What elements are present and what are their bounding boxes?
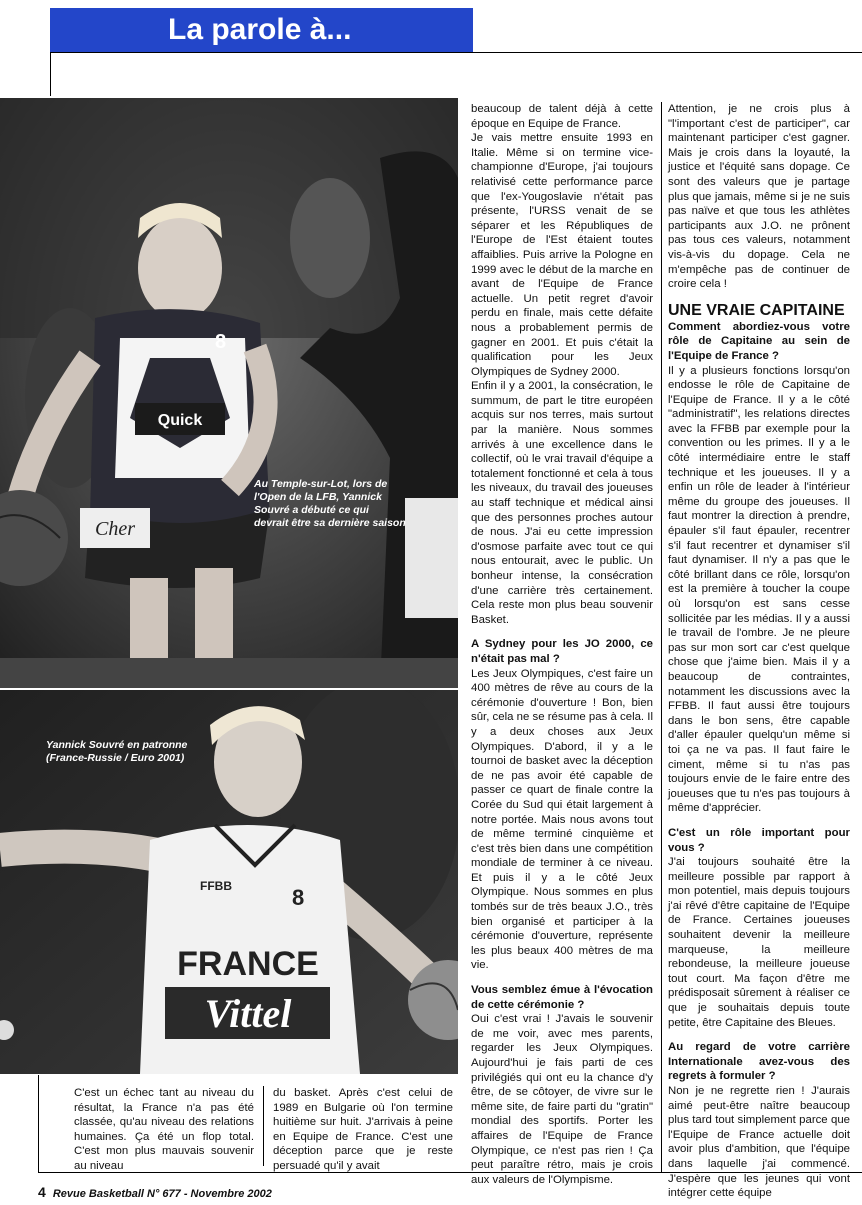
photo-1-image <box>0 98 458 688</box>
col3-question-2: Vous semblez émue à l'évocation de cette cérémonie ? <box>471 984 653 1011</box>
col3-answer-1: Les Jeux Olympiques, c'est faire un 400 mètres de rêve au cours de la cérémonie d'ouverture ! Bon, bien sûr, cela ne se résume pas à cela. Il y a deux choses aux Jeux Olympiques. D'abord, il y a le tournoi de basket avec la déception de ne pas avoir été capable de passer ce quart de finale contre la Corée du Sud qui était largement à notre portée. Mais nous avons tout de même terminé cinquième et c'est très bien dans une compétition mondiale de terminer à ce niveau. Et puis il y a le côté Jeux Olympique. Nous sommes en plus tombés sur de très beaux J.O., très bien organisé et participer à la cérémonie d'ouverture, représente les plus beaux 400 mètres de ma vie. <box>471 667 653 972</box>
photo-1-caption: Au Temple-sur-Lot, lors de l'Open de la LFB, Yannick Souvré a débuté ce qui devrait être sa dernière saison <box>254 478 406 529</box>
bottom-column-divider <box>263 1086 264 1166</box>
col4-question-2: C'est un rôle important pour vous ? <box>668 826 850 854</box>
bottom-column-2 <box>273 1086 453 1174</box>
col4-answer-1: Il y a plusieurs fonctions lorsqu'on endosse le rôle de Capitaine de l'Equipe de France. Il y a le côté "administratif", les relations directes avec la FFBB par exemple pour la convention ou les primes. Il y a le côté intermédiaire entre le staff technique et les joueuses. Il y a enfin un rôle de leader à l'intérieur même du groupe des joueuses. Il faut montrer la direction à prendre, épauler s'il faut épauler, recentrer s'il faut recentrer et dynamiser s'il faut dynamiser. Il n'y a pas que le côté brillant dans ce rôle, lorsqu'on est la première à toucher la coupe où lorsqu'on est sans cesse sollicitée par les médias. Il y a aussi le travail de l'ombre. Je ne pleure pas sur mon sort car c'est quelque chose que j'aime bien. Mais il y a beaucoup de contraintes, notamment les discussions avec la FFBB. Il faut aussi être toujours dans le bon sens, être capable d'aller épauler quelqu'un même si toi ça ne va pas. Il faut faire le ciment, même si tu n'as pas toujours envie de le faire entre des joueuses que tu n'es pas toujours à même d'apprécier. <box>668 364 850 815</box>
col3-paragraph-1: beaucoup de talent déjà à cette époque en Equipe de France. <box>471 103 653 130</box>
svg-text:FFBB: FFBB <box>200 879 232 893</box>
col4-answer-2: J'ai toujours souhaité être la meilleure possible par rapport à mon potentiel, mais depuis toujours j'ai rêvé d'être capitaine de l'Equipe de France. Certaines joueuses souhaitent devenir la meilleure marqueuse, la meilleure rebondeuse, la meilleure joueuse tout court. Ma façon d'être me prédisposait sûrement à réaliser ce que je souhaitais depuis toute petite, être Capitaine des Bleues. <box>668 856 850 1029</box>
jersey-brand-quick: Quick <box>157 412 203 429</box>
shorts-brand: Cher <box>95 518 135 540</box>
banner-title: La parole à... <box>168 13 352 46</box>
col4-answer-3: Non je ne regrette rien ! J'aurais aimé peut-être naître beaucoup plus tard tout simplement parce que l'Equipe de France actuelle doit avoir plus d'ambition, que l'équipe dans laquelle j'ai commencé. J'espère que les jeunes qui vont intégrer cette équipe <box>668 1085 850 1200</box>
section-banner <box>50 8 473 52</box>
bottom-col1-text: C'est un échec tant au niveau du résultat, la France n'a pas été classée, qu'au niveau des relations humaines. Ça été un flop total. C'est mon plus mauvais souvenir au niveau <box>74 1087 254 1172</box>
bottom-column-1 <box>74 1086 254 1174</box>
column-divider-3-4 <box>661 102 662 1172</box>
publication-info: Revue Basketball N° 677 - Novembre 2002 <box>52 1188 272 1200</box>
jersey-team: FRANCE <box>177 945 319 983</box>
col4-question-1: Comment abordiez-vous votre rôle de Capitaine au sein de l'Equipe de France ? <box>668 320 850 362</box>
col3-question-1: A Sydney pour les JO 2000, ce n'était pas mal ? <box>471 638 653 665</box>
article-column-3 <box>471 102 653 1187</box>
footer-rule-left <box>38 1075 39 1173</box>
page-number: 4 <box>38 1184 46 1200</box>
jersey-number-2: 8 <box>292 885 305 910</box>
col4-paragraph-1: Attention, je ne crois plus à "l'important c'est de participer", car maintenant participer c'est gagner. Mais je crois dans la loyauté, la justice et l'équité sans dopage. Ce sont des valeurs que je partage plus que jamais, même si je ne suis pas naïve et que tous les athlètes participants aux J.O. ne prônent pas tous ces valeurs, notamment vis-à-vis du dopage. Cela ne m'empêche pas de continuer de croire cela ! <box>668 103 850 291</box>
col3-paragraph-2: Je vais mettre ensuite 1993 en Italie. Même si on termine vice-championne d'Europe, j'ai toujours relativisé cette performance parce que l'ex-Yougoslavie n'était pas présente, l'URSS venait de se séparer et les Républiques de l'Europe de l'Est étaient toutes affaiblies. Puis arrive la Pologne en 1999 avec le début de la marche en avant de l'Equipe de France actuelle. Un petit regret d'avoir perdu en finale, mais cette défaite nous a probablement permis de gagner en 2001. Et puis c'était la qualification pour les Jeux Olympiques de Sydney 2000. <box>471 132 653 378</box>
page-footer <box>38 1184 272 1200</box>
col4-question-3: Au regard de votre carrière Internationale avez-vous des regrets à formuler ? <box>668 1041 850 1083</box>
header-rule <box>50 52 862 53</box>
footer-rule <box>38 1172 862 1173</box>
header-rule-left <box>50 52 51 96</box>
col4-subheading: UNE VRAIE CAPITAINE <box>668 301 845 319</box>
photo-2-caption: Yannick Souvré en patronne (France-Russie / Euro 2001) <box>46 739 188 764</box>
jersey-number-1: 8 <box>215 331 227 353</box>
col3-paragraph-3: Enfin il y a 2001, la consécration, le summum, de part le titre européen acquis sur nos terres, mais surtout par la manière. Nous sommes arrivés à une excellence dans le collectif, où le vrai travail d'équipe a totalement fonctionné et cela à tous les niveaux, du travail des joueuses au staff technique et médical ainsi que des personnes proches autour de nous. J'ai eu cette impression d'osmose parfaite avec tout ce qui nous entourait, avec le public. Un bonheur intense, la consécration d'une carrière très certainement. Cela reste mon plus beau souvenir Basket. <box>471 380 653 626</box>
article-column-4 <box>668 102 850 1201</box>
photo-temple-sur-lot <box>0 98 458 688</box>
jersey-brand-vittel: Vittel <box>204 991 292 1036</box>
col3-answer-2: Oui c'est vrai ! J'avais le souvenir de me voir, avec mes parents, regarder les Jeux Olympiques. Aujourd'hui je fais parti de ces privilégiés qui ont eu la chance d'y être, de se côtoyer, de vivre sur le même site, de faire parti du "gratin" mondial des sportifs. Porter les affaires de l'Equipe de France Olympique, ce n'est pas rien ! Ça peut paraître rétro, mais je crois aux valeurs de l'Olympisme. <box>471 1013 653 1186</box>
bottom-col2-text: du basket. Après c'est celui de 1989 en Bulgarie où l'on termine huitième sur huit. J'arrivais à peine en Equipe de France. C'est une déception parce que je reste persuadé qu'il y avait <box>273 1087 453 1172</box>
